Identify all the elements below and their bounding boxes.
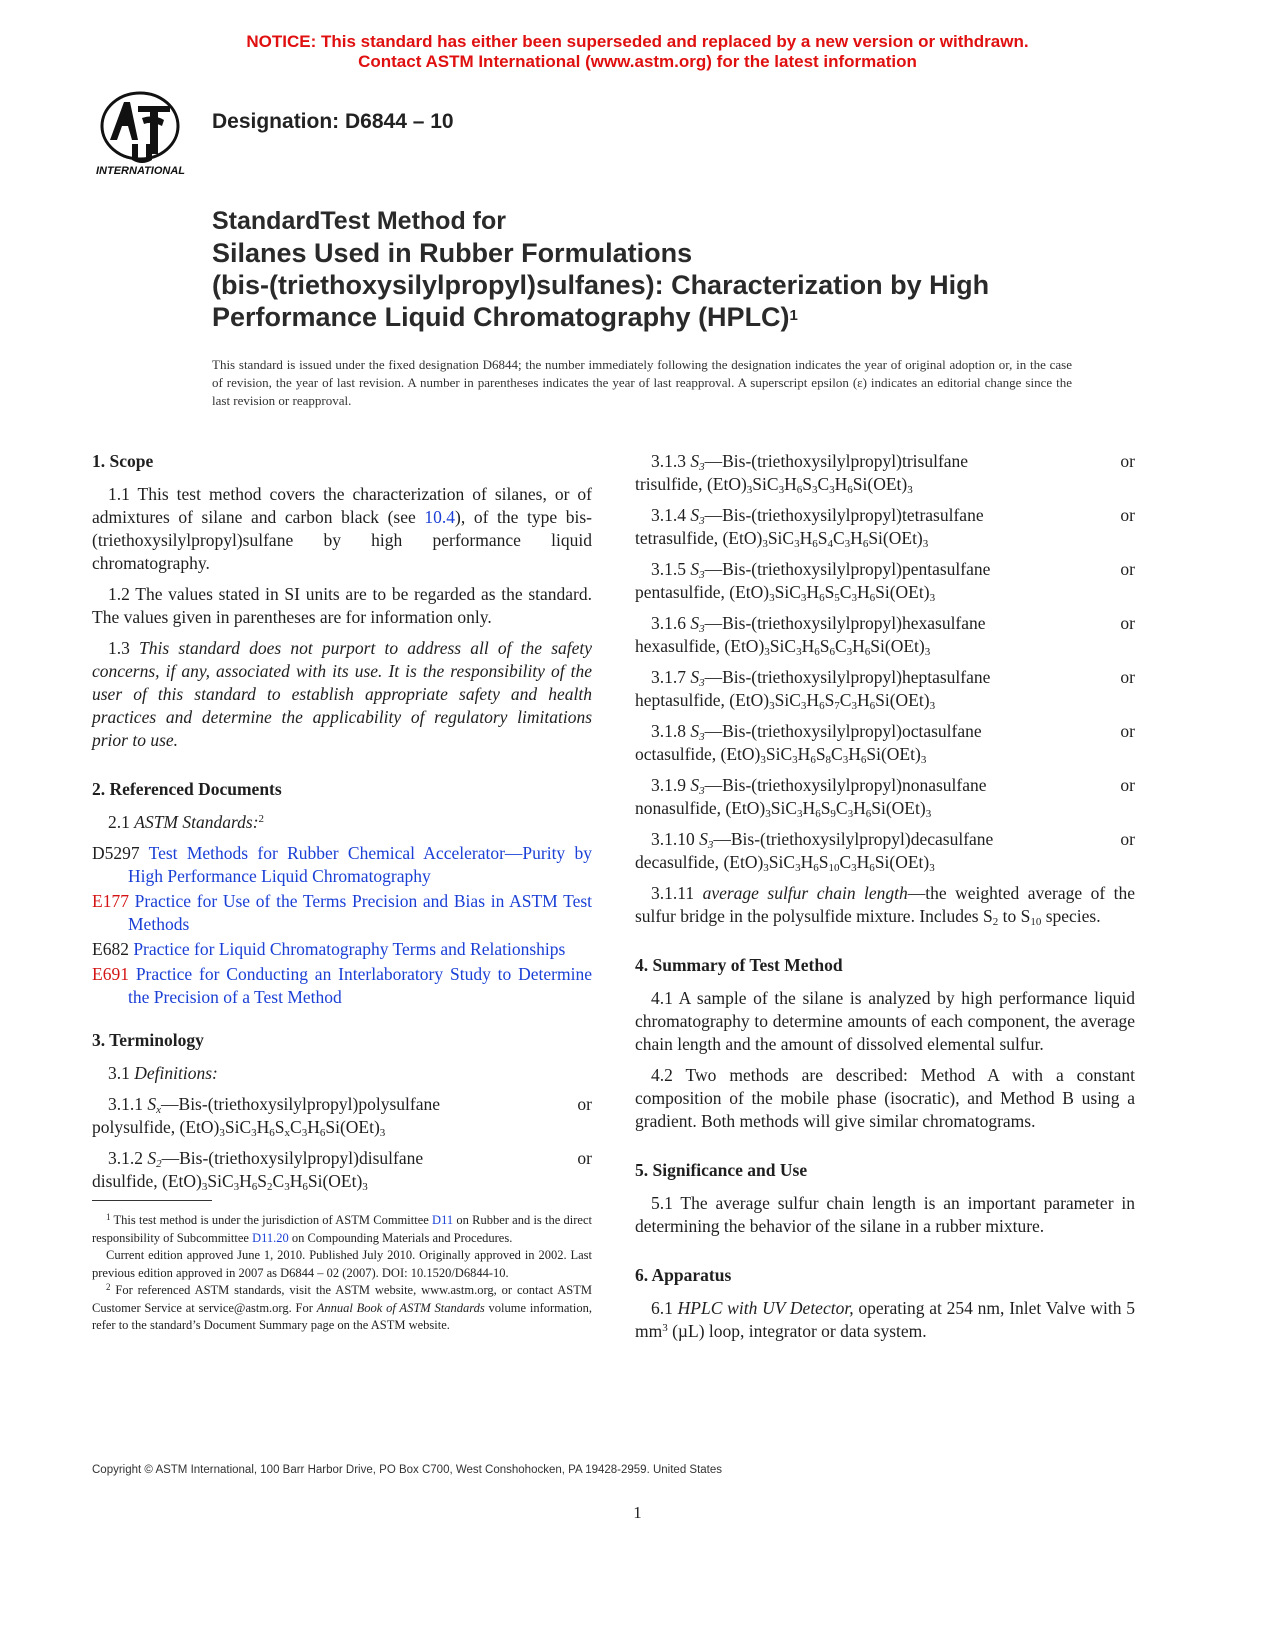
term-3-1-10: 3.1.10 $S_3—Bis-(triethoxysilylpropyl)decasulfane$ or decasulfide, $(EtO)_3SiC_3H_6S_{10}C_3H_6Si(OEt)_3$ (635, 829, 1135, 874)
scope-1-2: 1.2 The values stated in SI units are to be regarded as the standard. The values given in parentheses are for information only. (92, 584, 592, 627)
apparatus-6-1: 6.1 HPLC with UV Detector, operating at 254 nm, Inlet Valve with 5 $mm^3$ (µL) loop, integrator or data system. (635, 1298, 1136, 1341)
page-number: 1 (633, 1503, 642, 1522)
left-column (92, 450, 592, 1201)
summary-4-2: 4.2 Two methods are described: Method A with a constant composition of the mobile phase (isocratic), and Method B using a gradient. Both methods will give similar chromatograms. (635, 1065, 1135, 1131)
title-footnote-mark[interactable]: 1 (789, 307, 798, 324)
designation: Designation: D6844 – 10 (212, 110, 454, 133)
notice-line-2: Contact ASTM International (www.astm.org) for the latest information (358, 52, 917, 71)
term-3-1-8: 3.1.8 $S_3—Bis-(triethoxysilylpropyl)octasulfane$ or octasulfide, $(EtO)_3SiC_3H_6S_8C_3H_6Si(OEt)_3$ (635, 721, 1135, 766)
link-d11[interactable]: D11 (432, 1213, 454, 1227)
section-significance-heading: 5. Significance and Use (635, 1160, 808, 1180)
title-line-2: Silanes Used in Rubber Formulations (212, 238, 693, 268)
terminology-3-1: 3.1 Definitions: (108, 1063, 218, 1083)
issued-note: This standard is issued under the fixed designation D6844; the number immediately following the designation indicates the year of original adoption or, in the case of revision, the year of last revision. A number in parentheses indicates the year of last reapproval. A superscript epsilon (ε) indicates an editorial change since the last revision or reapproval. (212, 357, 1072, 408)
document-title (212, 205, 989, 333)
title-line-4 (212, 301, 989, 333)
footnote-1: $^1$ This test method is under the jurisdiction of ASTM Committee D11 on Rubber and is the direct responsibility of Subcommittee D11.20 on Compounding Materials and Procedures. (92, 1212, 592, 1245)
footnote-1-edition: Current edition approved June 1, 2010. Published July 2010. Originally approved in 2002. Last previous edition approved in 2007 as D6844 – 02 (2007). DOI: 10.1520/D6844-10. (92, 1248, 592, 1280)
astm-logo (92, 88, 192, 180)
astm-logo-icon (92, 88, 192, 180)
term-3-1-1: 3.1.1 $S_x—Bis-(triethoxysilylpropyl)polysulfane$ or polysulfide, $(EtO)_3SiC_3H_6S_xC_3H_6Si(OEt)_3$ (92, 1094, 592, 1139)
footnote-rule (92, 1200, 212, 1201)
section-terminology-heading: 3. Terminology (92, 1030, 204, 1050)
term-3-1-7: 3.1.7 $S_3—Bis-(triethoxysilylpropyl)heptasulfane$ or heptasulfide, $(EtO)_3SiC_3H_6S_7C_3H_6Si(OEt)_3$ (635, 667, 1135, 712)
term-3-1-11: 3.1.11 average sulfur chain length—the weighted average of the sulfur bridge in the polysulfide mixture. Includes $S_2$ to $S_{10}$ species. (635, 883, 1135, 928)
title-line-3: (bis-(triethoxysilylpropyl)sulfanes): Characterization by High (212, 270, 990, 300)
title-line-1: StandardTest Method for (212, 207, 506, 235)
copyright: Copyright © ASTM International, 100 Barr Harbor Drive, PO Box C700, West Conshohocken, PA 19428-2959. United States (92, 1464, 723, 1476)
ref-e682[interactable]: E682 Practice for Liquid Chromatography Terms and Relationships (92, 939, 566, 959)
section-apparatus-heading: 6. Apparatus (635, 1265, 732, 1285)
term-3-1-3: 3.1.3 $S_3—Bis-(triethoxysilylpropyl)trisulfane$ or trisulfide, $(EtO)_3SiC_3H_6S_3C_3H_6Si(OEt)_3$ (635, 451, 1135, 496)
notice-line-1: NOTICE: This standard has either been superseded and replaced by a new version or withdrawn. (246, 32, 1029, 51)
term-3-1-4: 3.1.4 $S_3—Bis-(triethoxysilylpropyl)tetrasulfane$ or tetrasulfide, $(EtO)_3SiC_3H_6S_4C_3H_6Si(OEt)_3$ (635, 505, 1135, 550)
ref-e177[interactable]: E177 Practice for Use of the Terms Precision and Bias in ASTM Test Methods (92, 891, 593, 934)
title-line-4-text: Performance Liquid Chromatography (HPLC) (212, 302, 790, 332)
section-scope-heading: 1. Scope (92, 451, 154, 471)
link-10-4[interactable]: 10.4 (424, 507, 456, 527)
summary-4-1: 4.1 A sample of the silane is analyzed by high performance liquid chromatography to determine amounts of each component, the average chain length and the amount of dissolved elemental sulfur. (635, 988, 1135, 1054)
withdrawn-notice (0, 32, 1275, 72)
footnotes (92, 1212, 592, 1335)
ref-d5297[interactable]: D5297 Test Methods for Rubber Chemical Accelerator—Purity by High Performance Liquid Chromatography (92, 843, 592, 886)
term-3-1-5: 3.1.5 $S_3—Bis-(triethoxysilylpropyl)pentasulfane$ or pentasulfide, $(EtO)_3SiC_3H_6S_5C_3H_6Si(OEt)_3$ (635, 559, 1135, 604)
term-3-1-2: 3.1.2 $S_2—Bis-(triethoxysilylpropyl)disulfane$ or disulfide, $(EtO)_3SiC_3H_6S_2C_3H_6Si(OEt)_3$ (92, 1148, 592, 1193)
section-referenced-documents-heading: 2. Referenced Documents (92, 779, 282, 799)
right-column (635, 450, 1135, 1351)
scope-1-1: 1.1 This test method covers the characterization of silanes, or of admixtures of silane and carbon black (see 10.4), of the type bis-(triethoxysilylpropyl)sulfane by high performance liquid chromatography. (92, 484, 592, 573)
refdocs-2-1: 2.1 ASTM Standards:$^2$ (108, 812, 265, 832)
link-d11-20[interactable]: D11.20 (252, 1230, 289, 1245)
ref-e691[interactable]: E691 Practice for Conducting an Interlaboratory Study to Determine the Precision of a Test Method (92, 964, 593, 1007)
term-3-1-6: 3.1.6 $S_3—Bis-(triethoxysilylpropyl)hexasulfane$ or hexasulfide, $(EtO)_3SiC_3H_6S_6C_3H_6Si(OEt)_3$ (635, 613, 1135, 658)
section-summary-heading: 4. Summary of Test Method (635, 955, 843, 975)
scope-1-3: 1.3 This standard does not purport to address all of the safety concerns, if any, associated with its use. It is the responsibility of the user of this standard to establish appropriate safety and health practices and determine the applicability of regulatory limitations prior to use. (92, 638, 593, 750)
term-3-1-9: 3.1.9 $S_3—Bis-(triethoxysilylpropyl)nonasulfane$ or nonasulfide, $(EtO)_3SiC_3H_6S_9C_3H_6Si(OEt)_3$ (635, 775, 1135, 820)
footnote-2: $^2$ For referenced ASTM standards, visit the ASTM website, www.astm.org, or contact ASTM Customer Service at service@astm.org. For Annual Book of ASTM Standards volume information, refer to the standard’s Document Summary page on the ASTM website. (92, 1282, 592, 1332)
significance-5-1: 5.1 The average sulfur chain length is an important parameter in determining the behavior of the silane in a rubber mixture. (635, 1193, 1135, 1236)
logo-wordmark: INTERNATIONAL (96, 165, 186, 177)
